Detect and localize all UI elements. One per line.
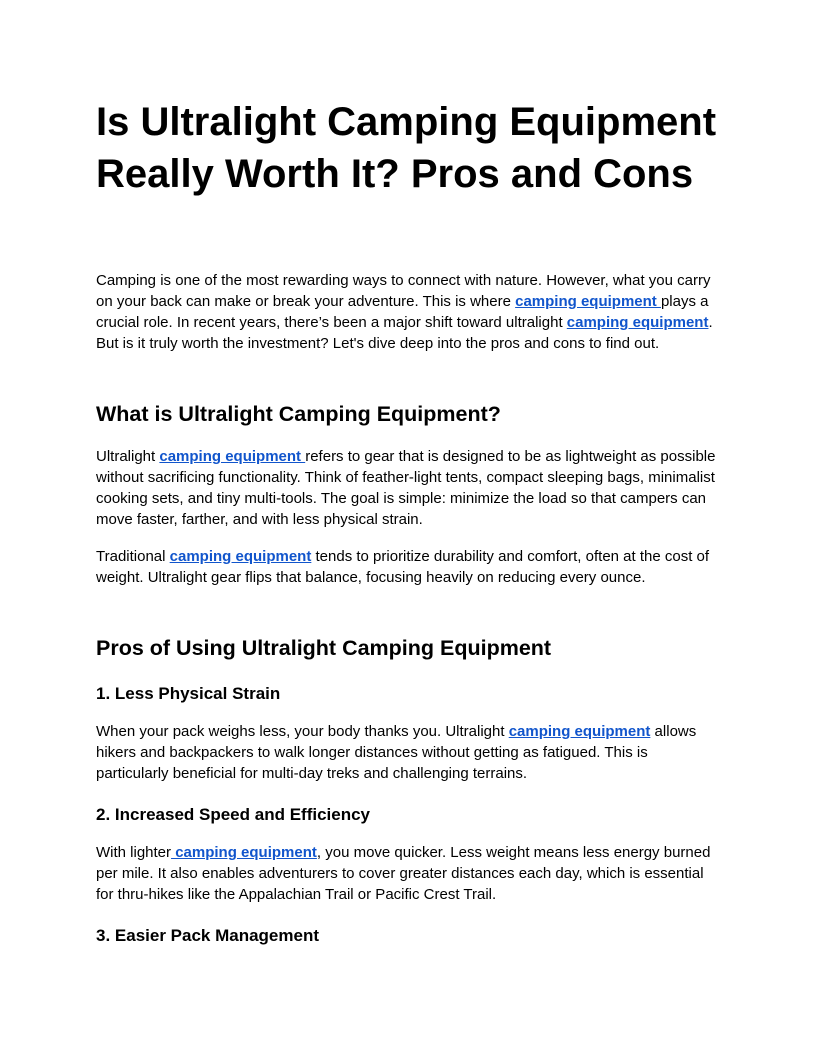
intro-text-3: . But is it truly worth the investment? Let's dive deep into the pros and cons to find out. (96, 314, 713, 352)
camping-equipment-link[interactable]: camping equipment (515, 293, 661, 310)
section1-paragraph-1 (96, 446, 724, 530)
intro-text-1: Camping is one of the most rewarding ways to connect with nature. However, what you carry on your back can make or break your adventure. This is where (96, 272, 711, 310)
intro-text-2: plays a crucial role. In recent years, there’s been a major shift toward ultralight (96, 293, 709, 331)
camping-equipment-link[interactable]: camping equipment (159, 448, 306, 465)
pro-1-paragraph (96, 721, 724, 784)
intro-paragraph (96, 270, 724, 354)
camping-equipment-link[interactable]: camping equipment (566, 314, 709, 331)
paragraph-text: Traditional (96, 548, 170, 565)
paragraph-text: When your pack weighs less, your body thanks you. Ultralight (96, 723, 509, 740)
section1-paragraph-2 (96, 546, 724, 588)
section-heading-what-is: What is Ultralight Camping Equipment? (96, 402, 501, 426)
paragraph-text: refers to gear that is designed to be as lightweight as possible without sacrificing functionality. Think of feather-light tents, compact sleeping bags, minimalist cooking sets, and tiny multi-tools. The goal is simple: minimize the load so that campers can move faster, farther, and with less physical strain. (96, 448, 716, 528)
page-title: Is Ultralight Camping Equipment Really Worth It? Pros and Cons (96, 100, 717, 196)
paragraph-text: , you move quicker. Less weight means less energy burned per mile. It also enables adventurers to cover greater distances each day, which is essential for thru-hikes like the Appalachian Trail or Pacific Crest Trail. (96, 844, 711, 903)
camping-equipment-link[interactable]: camping equipment (171, 844, 317, 861)
subheading-speed-efficiency: 2. Increased Speed and Efficiency (96, 805, 371, 824)
pro-2-paragraph (96, 842, 724, 905)
paragraph-text: With lighter (96, 844, 172, 861)
paragraph-text: allows hikers and backpackers to walk longer distances without getting as fatigued. This is particularly beneficial for multi-day treks and challenging terrains. (96, 723, 697, 782)
camping-equipment-link[interactable]: camping equipment (508, 723, 651, 740)
section-heading-pros: Pros of Using Ultralight Camping Equipment (96, 636, 552, 660)
subheading-less-physical-strain: 1. Less Physical Strain (96, 684, 281, 703)
paragraph-text: Ultralight (96, 448, 160, 465)
subheading-pack-management: 3. Easier Pack Management (96, 926, 320, 945)
camping-equipment-link[interactable]: camping equipment (169, 548, 312, 565)
paragraph-text: tends to prioritize durability and comfort, often at the cost of weight. Ultralight gear flips that balance, focusing heavily on reducing every ounce. (96, 548, 710, 586)
